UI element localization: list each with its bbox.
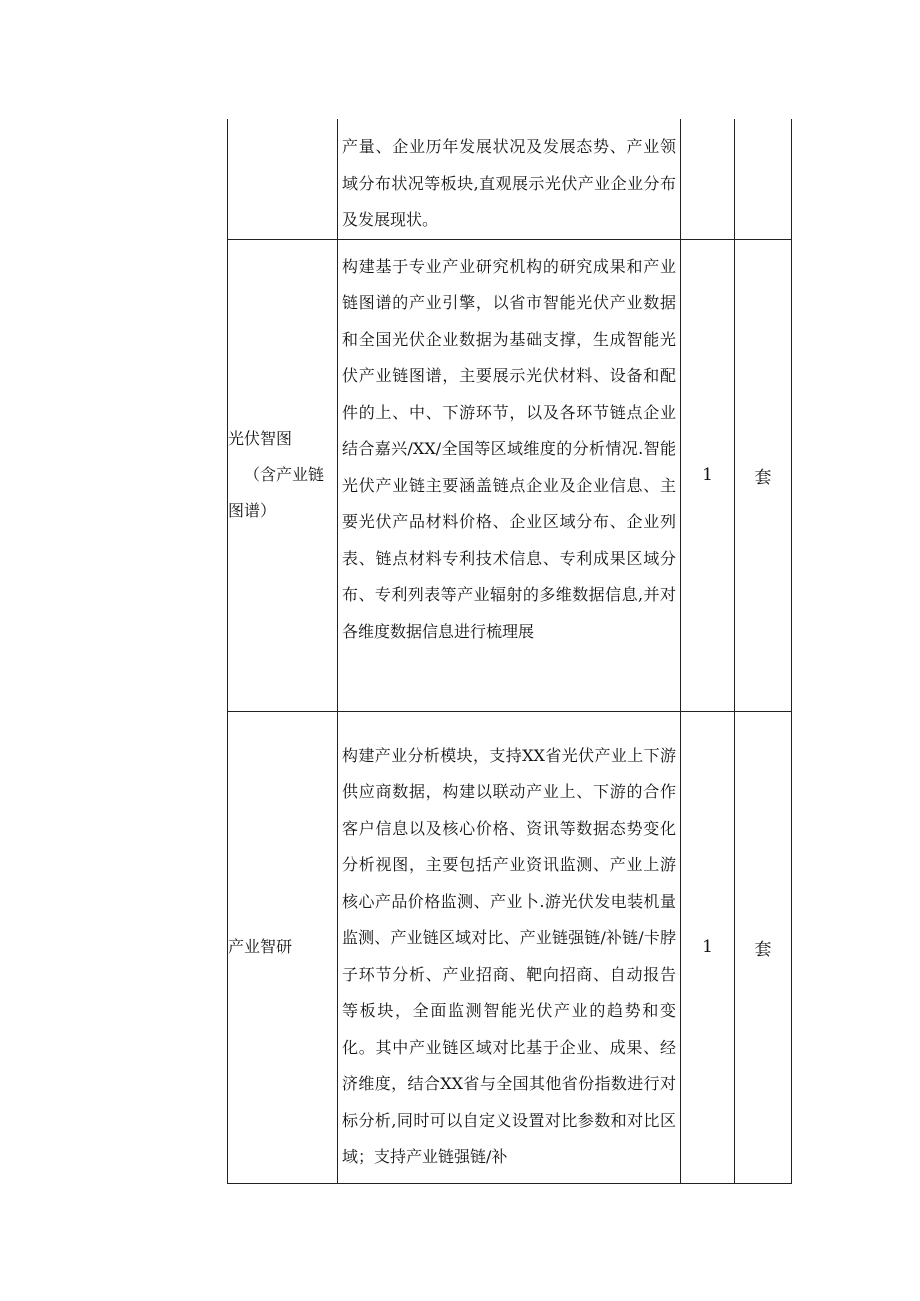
item-description-cell	[338, 239, 681, 711]
item-name-line: 光伏智图	[228, 429, 293, 448]
item-name-cell	[228, 711, 338, 1183]
item-unit: 套	[735, 711, 792, 1183]
item-unit-cell	[735, 119, 792, 239]
item-description: 构建基于专业产业研究机构的研究成果和产业链图谱的产业引擎，以省市智能光伏产业数据和全国光伏企业数据为基础支撑，生成智能光伏产业链图谱，主要展示光伏材料、设备和配件的上、中、下游环节，以及各环节链点企业结合嘉兴/XX/全国等区域维度的分析情况.智能光伏产业链主要涵盖链点企业及企业信息、主要光伏产品材料价格、企业区域分布、企业列表、链点材料专利技术信息、专利成果区域分布、专利列表等产业辐射的多维数据信息,并对各维度数据信息进行梳理展	[342, 256, 676, 641]
item-name-cell	[228, 119, 338, 239]
item-quantity: 1	[681, 239, 735, 711]
spec-table	[227, 119, 792, 1184]
item-quantity-cell	[681, 119, 735, 239]
table-row	[228, 239, 792, 711]
table-row	[228, 711, 792, 1183]
item-name-line: （含产业链	[244, 465, 325, 484]
item-name-cell	[228, 239, 338, 711]
item-description: 产量、企业历年发展状况及发展态势、产业领域分布状况等板块,直观展示光伏产业企业分布及发展现状。	[342, 137, 676, 229]
table-row	[228, 119, 792, 239]
item-name-line: 图谱）	[228, 501, 277, 520]
item-quantity: 1	[681, 711, 735, 1183]
item-name: 产业智研	[228, 937, 293, 956]
item-unit: 套	[735, 239, 792, 711]
item-description-cell	[338, 711, 681, 1183]
item-description: 构建产业分析模块，支持XX省光伏产业上下游供应商数据，构建以联动产业上、下游的合作客户信息以及核心价格、资讯等数据态势变化分析视图，主要包括产业资讯监测、产业上游核心产品价格监测、产业卜.游光伏发电装机量监测、产业链区域对比、产业链强链/补链/卡脖子环节分析、产业招商、靶向招商、自动报告等板块，全面监测智能光伏产业的趋势和变化。其中产业链区域对比基于企业、成果、经济维度，结合XX省与全国其他省份指数进行对标分析,同时可以自定义设置对比参数和对比区域；支持产业链强链/补	[342, 745, 676, 1166]
item-description-cell	[338, 119, 681, 239]
